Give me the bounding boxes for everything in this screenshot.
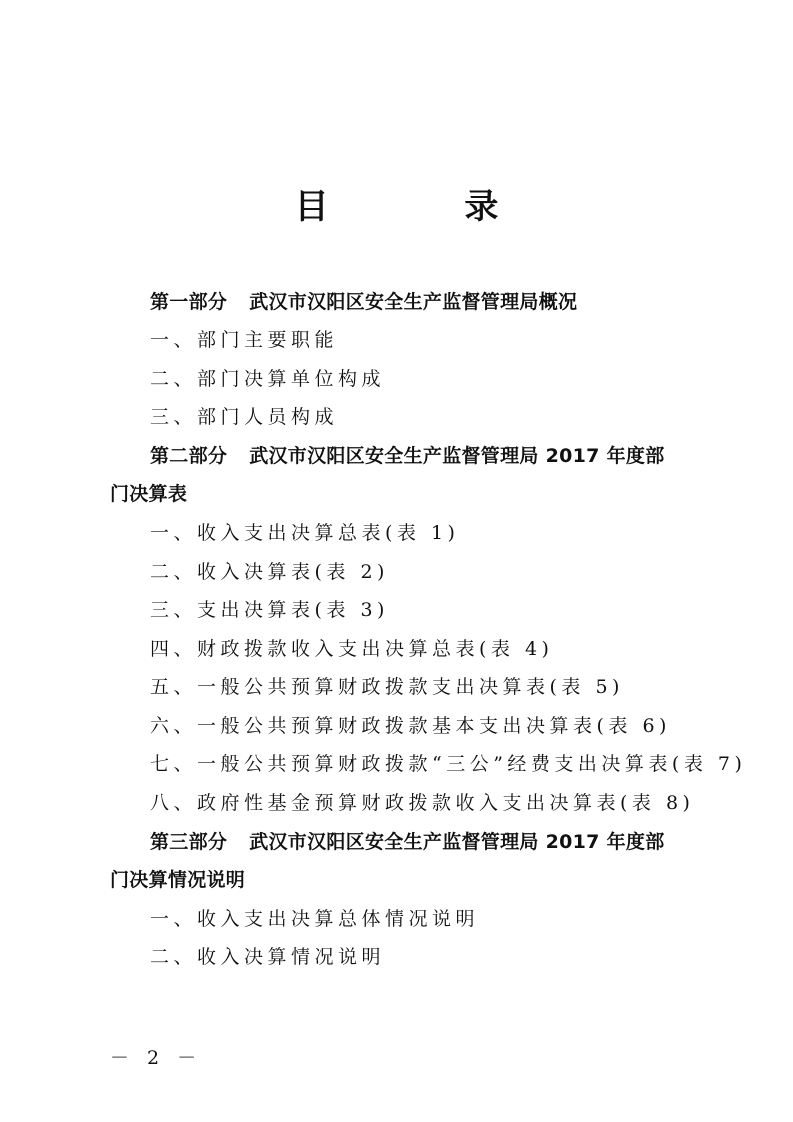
toc-part3-label: 第三部分: [150, 831, 228, 853]
toc-part1-item-3[interactable]: 三、部门人员构成: [150, 406, 339, 428]
toc-part3-heading[interactable]: [150, 829, 665, 855]
toc-part2-item-3[interactable]: 三、支出决算表(表 3): [150, 599, 389, 621]
page-number: － 2 －: [110, 1047, 203, 1069]
toc-part3-item-1[interactable]: 一、收入支出决算总体情况说明: [150, 908, 480, 930]
toc-part2-title-line1: 武汉市汉阳区安全生产监督管理局 2017 年度部: [249, 445, 665, 467]
toc-part1-label: 第一部分: [150, 291, 228, 313]
page-title: 目 录: [294, 187, 561, 227]
toc-part1-item-2[interactable]: 二、部门决算单位构成: [150, 368, 386, 390]
toc-part2-item-8[interactable]: 八、政府性基金预算财政拨款收入支出决算表(表 8): [150, 792, 695, 814]
toc-part3-title-line2[interactable]: 门决算情况说明: [110, 869, 246, 891]
toc-part2-item-1[interactable]: 一、收入支出决算总表(表 1): [150, 522, 460, 544]
toc-part1-heading[interactable]: [150, 289, 577, 315]
toc-part2-heading[interactable]: [150, 443, 665, 469]
toc-part3-title-line1: 武汉市汉阳区安全生产监督管理局 2017 年度部: [249, 831, 665, 853]
toc-part2-item-5[interactable]: 五、一般公共预算财政拨款支出决算表(表 5): [150, 676, 624, 698]
toc-part3-item-2[interactable]: 二、收入决算情况说明: [150, 946, 386, 968]
toc-part2-title-line2[interactable]: 门决算表: [110, 483, 188, 505]
toc-part2-item-7[interactable]: 七、一般公共预算财政拨款“三公”经费支出决算表(表 7): [150, 753, 747, 775]
toc-part1-item-1[interactable]: 一、部门主要职能: [150, 329, 339, 351]
toc-part2-item-4[interactable]: 四、财政拨款收入支出决算总表(表 4): [150, 638, 554, 660]
toc-part1-title: 武汉市汉阳区安全生产监督管理局概况: [249, 291, 578, 313]
toc-part2-item-2[interactable]: 二、收入决算表(表 2): [150, 561, 389, 583]
toc-part2-item-6[interactable]: 六、一般公共预算财政拨款基本支出决算表(表 6): [150, 715, 671, 737]
toc-part2-label: 第二部分: [150, 445, 228, 467]
